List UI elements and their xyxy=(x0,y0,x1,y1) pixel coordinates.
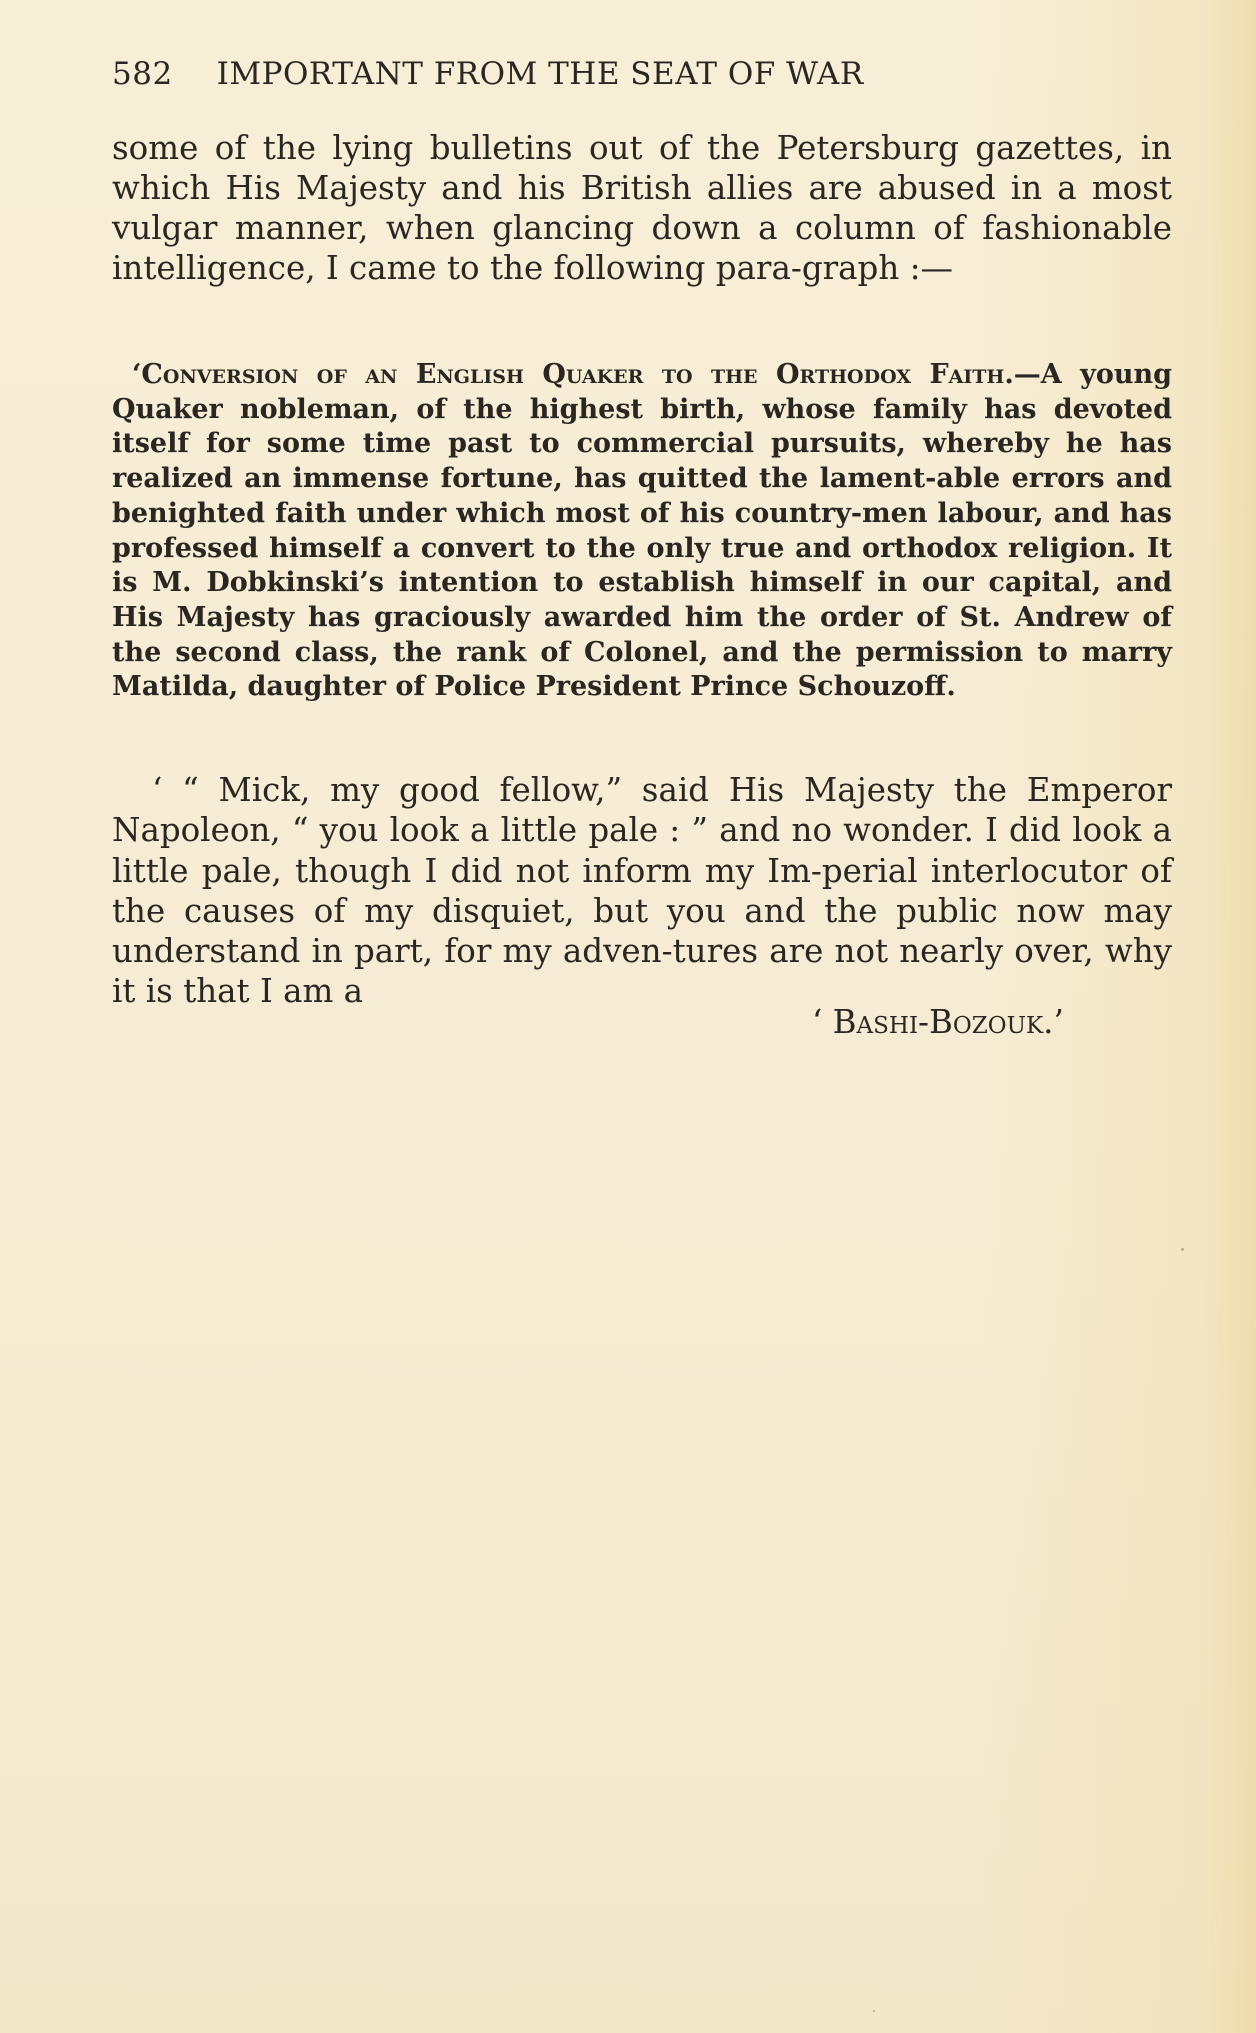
paper-speck xyxy=(873,2010,875,2012)
lead-paragraph: some of the lying bulletins out of the Petersburg gazettes, in which His Majesty and his British allies are abused in a most vulgar manner, when glancing down a column of fashionable intelligence, I came to the following para-graph :— xyxy=(112,129,1172,287)
running-header xyxy=(112,52,1172,96)
quoted-newspaper-paragraph xyxy=(112,358,1172,705)
quoted-paragraph-text: —A young Quaker nobleman, of the highest birth, whose family has devoted itself for some time past to commercial pursuits, whereby he has realized an immense fortune, has quitted the lament-able errors and benighted faith under which most of his country-men labour, and has professed himself a convert to the only true and orthodox religion. It is M. Dobkinski’s intention to establish himself in our capital, and His Majesty has graciously awarded him the order of St. Andrew of the second class, the rank of Colonel, and the permission to marry Matilda, daughter of Police President Prince Schouzoff. xyxy=(112,359,1172,703)
signature: ‘ Bashi-Bozouk.’ xyxy=(812,1003,1064,1041)
paper-speck xyxy=(1181,1248,1184,1251)
page-number: 582 xyxy=(112,56,173,92)
dialog-paragraph: ‘ “ Mick, my good fellow,” said His Majesty the Emperor Napoleon, “ you look a little pale : ” and no wonder. I did look a little pale, though I did not inform my Im-perial interlocutor of the causes of my disquiet, but you and the public now may understand in part, for my adven-tures are not nearly over, why it is that I am a xyxy=(112,771,1172,1011)
running-title: IMPORTANT FROM THE SEAT OF WAR xyxy=(216,56,864,92)
quoted-paragraph-heading: ‘Conversion of an English Quaker to the Orthodox Faith. xyxy=(132,359,1014,390)
